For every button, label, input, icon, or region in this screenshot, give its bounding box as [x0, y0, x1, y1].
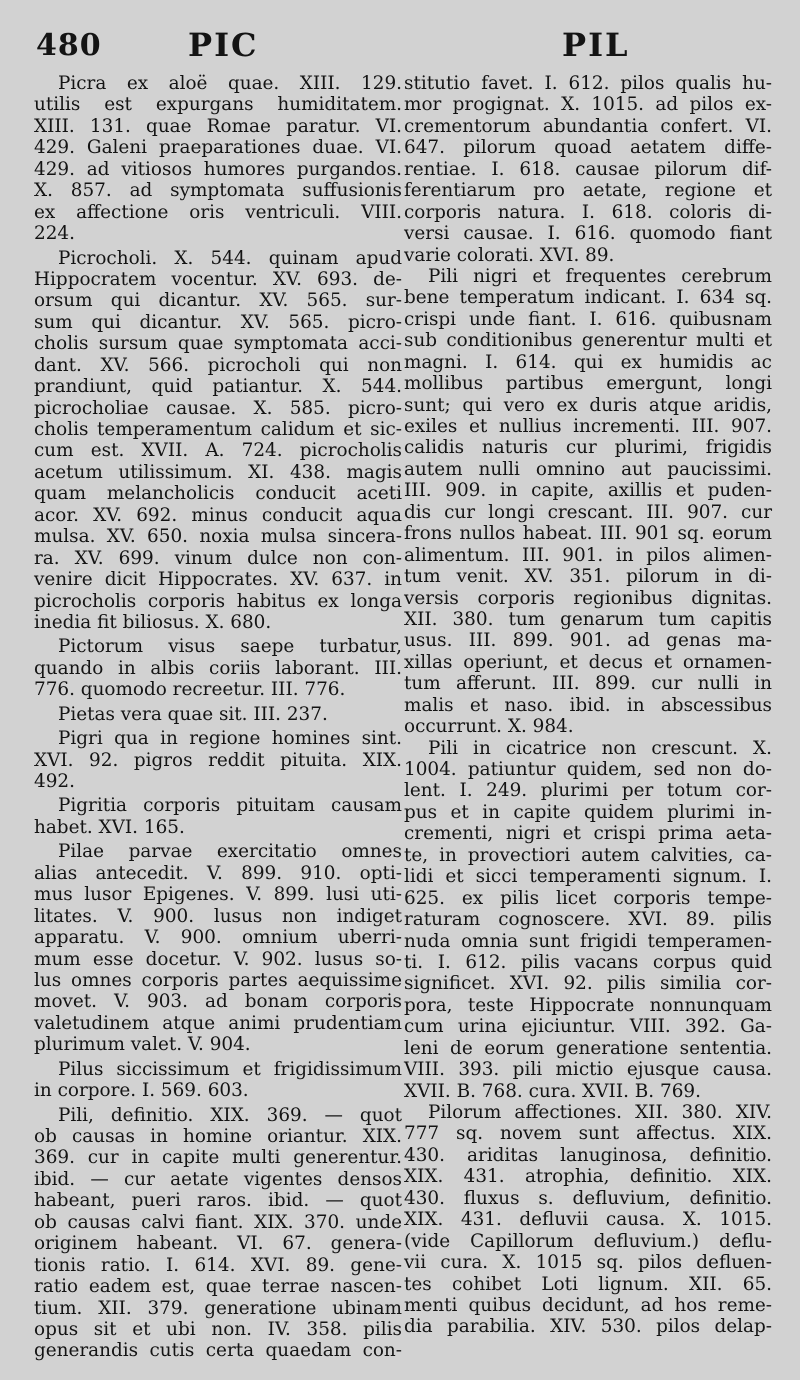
index-line: 369. cur in capite multi generentur.: [34, 1147, 402, 1169]
index-line: dant. XV. 566. picrocholi qui non: [34, 354, 402, 376]
index-line: 777 sq. novem sunt affectus. XIX.: [404, 1123, 772, 1145]
index-line: 430. ariditas lanuginosa, definitio.: [404, 1144, 772, 1166]
index-line: movet. V. 903. ad bonam corporis: [34, 991, 402, 1013]
index-line: cholis temperamentum calidum et sic-: [34, 419, 402, 440]
index-line: exiles et nullius incrementi. III. 907.: [404, 416, 772, 437]
index-line: Pilus siccissimum et frigidissimum: [58, 1058, 402, 1080]
index-line: dia parabilia. XIV. 530. pilos delap-: [404, 1316, 772, 1338]
index-line: ob causas in homine oriantur. XIX.: [34, 1126, 402, 1147]
index-line: stitutio favet. I. 612. pilos qualis hu-: [404, 73, 772, 94]
left-column: [34, 73, 402, 1362]
index-line: crispi unde fiant. I. 616. quibusnam: [404, 308, 772, 330]
index-line: habet. XVI. 165.: [34, 816, 185, 838]
index-line: alimentum. III. 901. in pilos alimen-: [404, 544, 772, 566]
index-line: usus. III. 899. 901. ad genas ma-: [404, 630, 772, 652]
index-line: 429. Galeni praeparationes duae. VI.: [34, 137, 402, 159]
index-line: litates. V. 900. lusus non indiget: [34, 905, 402, 927]
index-line: dis cur longi crescant. III. 907. cur: [404, 501, 772, 523]
index-line: frons nullos habeat. III. 901 sq. eorum: [404, 523, 772, 545]
index-line: tum venit. XV. 351. pilorum in di-: [404, 566, 772, 588]
index-line: 625. ex pilis licet corporis tempe-: [404, 887, 772, 909]
index-line: XII. 380. tum genarum tum capitis: [404, 608, 772, 630]
index-line: rentiae. I. 618. causae pilorum dif-: [404, 158, 772, 180]
running-head-right: PIL: [562, 26, 630, 64]
index-line: sunt; qui vero ex duris atque aridis,: [404, 394, 772, 416]
index-line: cum urina ejiciuntur. VIII. 392. Ga-: [404, 1016, 772, 1038]
index-line: picrocholiae causae. X. 585. picro-: [34, 397, 402, 419]
index-line: acetum utilissimum. XI. 438. magis: [34, 461, 402, 483]
index-line: vii cura. X. 1015 sq. pilos defluen-: [404, 1252, 772, 1274]
index-line: pus et in capite quidem plurimi in-: [404, 801, 772, 823]
index-line: Pilae parvae exercitatio omnes: [58, 841, 402, 863]
index-line: Pili in cicatrice non crescunt. X.: [428, 737, 772, 759]
index-line: significet. XVI. 92. pilis similia cor-: [404, 973, 772, 995]
index-line: X. 857. ad symptomata suffusionis: [34, 180, 402, 202]
index-line: tes cohibet Loti lignum. XII. 65.: [404, 1273, 772, 1295]
index-line: tium. XII. 379. generatione ubinam: [34, 1297, 402, 1319]
index-line: tum afferunt. III. 899. cur nulli in: [404, 673, 772, 695]
index-line: XIX. 431. defluvii causa. X. 1015.: [404, 1209, 772, 1231]
index-line: VIII. 393. pili mictio ejusque causa.: [404, 1059, 772, 1081]
index-line: tionis ratio. I. 614. XVI. 89. gene-: [34, 1254, 402, 1276]
index-line: Pigri qua in regione homines sint.: [58, 728, 402, 750]
index-line: inedia fit biliosus. X. 680.: [34, 611, 272, 633]
index-line: acor. XV. 692. minus conducit aqua: [34, 504, 402, 526]
index-line: prandiunt, quid patiantur. X. 544.: [34, 376, 402, 398]
index-line: crementorum abundantia confert. VI.: [404, 115, 772, 137]
index-line: picrocholis corporis habitus ex longa: [34, 590, 402, 612]
index-line: magni. I. 614. qui ex humidis ac: [404, 351, 772, 373]
index-line: Pietas vera quae sit. III. 237.: [58, 703, 328, 725]
index-line: ratio eadem est, quae terrae nascen-: [34, 1276, 402, 1298]
index-line: occurrunt. X. 984.: [404, 716, 574, 738]
index-line: sub conditionibus generentur multi et: [404, 330, 772, 352]
index-line: valetudinem atque animi prudentiam: [34, 1012, 402, 1034]
index-line: ex affectione oris ventriculi. VIII.: [34, 201, 402, 223]
index-line: versis corporis regionibus dignitas.: [404, 587, 772, 609]
index-line: leni de eorum generatione sententia.: [404, 1037, 772, 1059]
index-line: raturam cognoscere. XVI. 89. pilis: [404, 909, 772, 931]
index-line: varie colorati. XVI. 89.: [404, 244, 615, 266]
index-line: Pilorum affectiones. XII. 380. XIV.: [428, 1102, 772, 1123]
index-line: 1004. patiuntur quidem, sed non do-: [404, 759, 772, 780]
index-line: mus lusor Epigenes. V. 899. lusi uti-: [34, 884, 402, 906]
index-line: in corpore. I. 569. 603.: [34, 1080, 249, 1102]
index-line: lidi et sicci temperamenti signum. I.: [404, 866, 772, 888]
index-line: Picrocholi. X. 544. quinam apud: [58, 247, 402, 269]
index-line: 492.: [34, 771, 75, 792]
index-line: lus omnes corporis partes aequissime: [34, 969, 402, 991]
index-line: apparatu. V. 900. omnium uberri-: [34, 927, 402, 949]
index-line: malis et naso. ibid. in abscessibus: [404, 694, 772, 716]
index-line: ob causas calvi fiant. XIX. 370. unde: [34, 1211, 402, 1233]
index-line: III. 909. in capite, axillis et puden-: [404, 480, 772, 502]
running-head-left: PIC: [188, 26, 259, 64]
index-line: calidis naturis cur plurimi, frigidis: [404, 437, 772, 459]
index-line: sum qui dicantur. XV. 565. picro-: [34, 311, 402, 333]
index-line: utilis est expurgans humiditatem.: [34, 94, 402, 116]
index-line: originem habeant. VI. 67. genera-: [34, 1233, 402, 1255]
index-line: lent. I. 249. plurimi per totum cor-: [404, 780, 772, 802]
index-line: cum est. XVII. A. 724. picrocholis: [34, 440, 402, 462]
index-line: corporis natura. I. 618. coloris di-: [404, 201, 772, 223]
index-line: Pictorum visus saepe turbatur,: [58, 636, 402, 658]
index-line: XVII. B. 768. cura. XVII. B. 769.: [404, 1080, 701, 1102]
index-line: Hippocratem vocentur. XV. 693. de-: [34, 268, 402, 290]
index-line: 430. fluxus s. defluvium, definitio.: [404, 1187, 772, 1209]
page-number: 480: [36, 28, 102, 63]
index-line: Picra ex aloë quae. XIII. 129.: [58, 73, 402, 94]
index-line: venire dicit Hippocrates. XV. 637. in: [34, 569, 402, 591]
index-line: mulsa. XV. 650. noxia mulsa sincera-: [34, 526, 402, 548]
index-line: quam melancholicis conducit aceti: [34, 483, 402, 505]
index-line: mum esse docetur. V. 902. lusus so-: [34, 948, 402, 970]
index-line: generandis cutis certa quaedam con-: [34, 1340, 402, 1362]
index-line: plurimum valet. V. 904.: [34, 1034, 251, 1056]
index-line: 647. pilorum quoad aetatem diffe-: [404, 137, 772, 159]
index-line: mollibus partibus emergunt, longi: [404, 373, 772, 395]
index-line: Pigritia corporis pituitam causam: [58, 795, 402, 817]
index-line: 776. quomodo recreetur. III. 776.: [34, 679, 346, 701]
index-line: Pili, definitio. XIX. 369. — quot: [58, 1104, 402, 1126]
index-line: 429. ad vitiosos humores purgandos.: [34, 158, 402, 180]
page-header: [0, 22, 800, 72]
index-line: orsum qui dicantur. XV. 565. sur-: [34, 290, 402, 312]
index-line: versi causae. I. 616. quomodo fiant: [404, 223, 772, 245]
index-line: ferentiarum pro aetate, regione et: [404, 180, 772, 202]
index-line: XVI. 92. pigros reddit pituita. XIX.: [34, 749, 402, 771]
right-column: [404, 73, 772, 1338]
index-line: alias antecedit. V. 899. 910. opti-: [34, 862, 402, 884]
index-line: ibid. — cur aetate vigentes densos: [34, 1168, 402, 1190]
index-line: te, in provectiori autem calvities, ca-: [404, 844, 772, 866]
index-line: ti. I. 612. pilis vacans corpus quid: [404, 951, 772, 973]
index-line: menti quibus decidunt, ad hos reme-: [404, 1294, 772, 1316]
index-line: opus sit et ubi non. IV. 358. pilis: [34, 1318, 402, 1340]
index-line: nuda omnia sunt frigidi temperamen-: [404, 930, 772, 952]
index-line: xillas operiunt, et decus et ornamen-: [404, 651, 772, 673]
index-line: (vide Capillorum defluvium.) deflu-: [404, 1230, 772, 1252]
index-line: mor progignat. X. 1015. ad pilos ex-: [404, 94, 772, 116]
index-line: pora, teste Hippocrate nonnunquam: [404, 994, 772, 1016]
index-line: bene temperatum indicant. I. 634 sq.: [404, 287, 772, 309]
index-line: ra. XV. 699. vinum dulce non con-: [34, 547, 402, 569]
index-line: autem nulli omnino aut paucissimi.: [404, 458, 772, 480]
index-line: XIII. 131. quae Romae paratur. VI.: [34, 115, 402, 137]
index-line: Pili nigri et frequentes cerebrum: [428, 265, 772, 287]
index-line: quando in albis coriis laborant. III.: [34, 657, 402, 679]
index-line: habeant, pueri raros. ibid. — quot: [34, 1190, 402, 1212]
index-line: cholis sursum quae symptomata acci-: [34, 333, 402, 355]
index-line: XIX. 431. atrophia, definitio. XIX.: [404, 1166, 772, 1188]
index-line: crementi, nigri et crispi prima aeta-: [404, 823, 772, 845]
index-line: 224.: [34, 223, 75, 245]
